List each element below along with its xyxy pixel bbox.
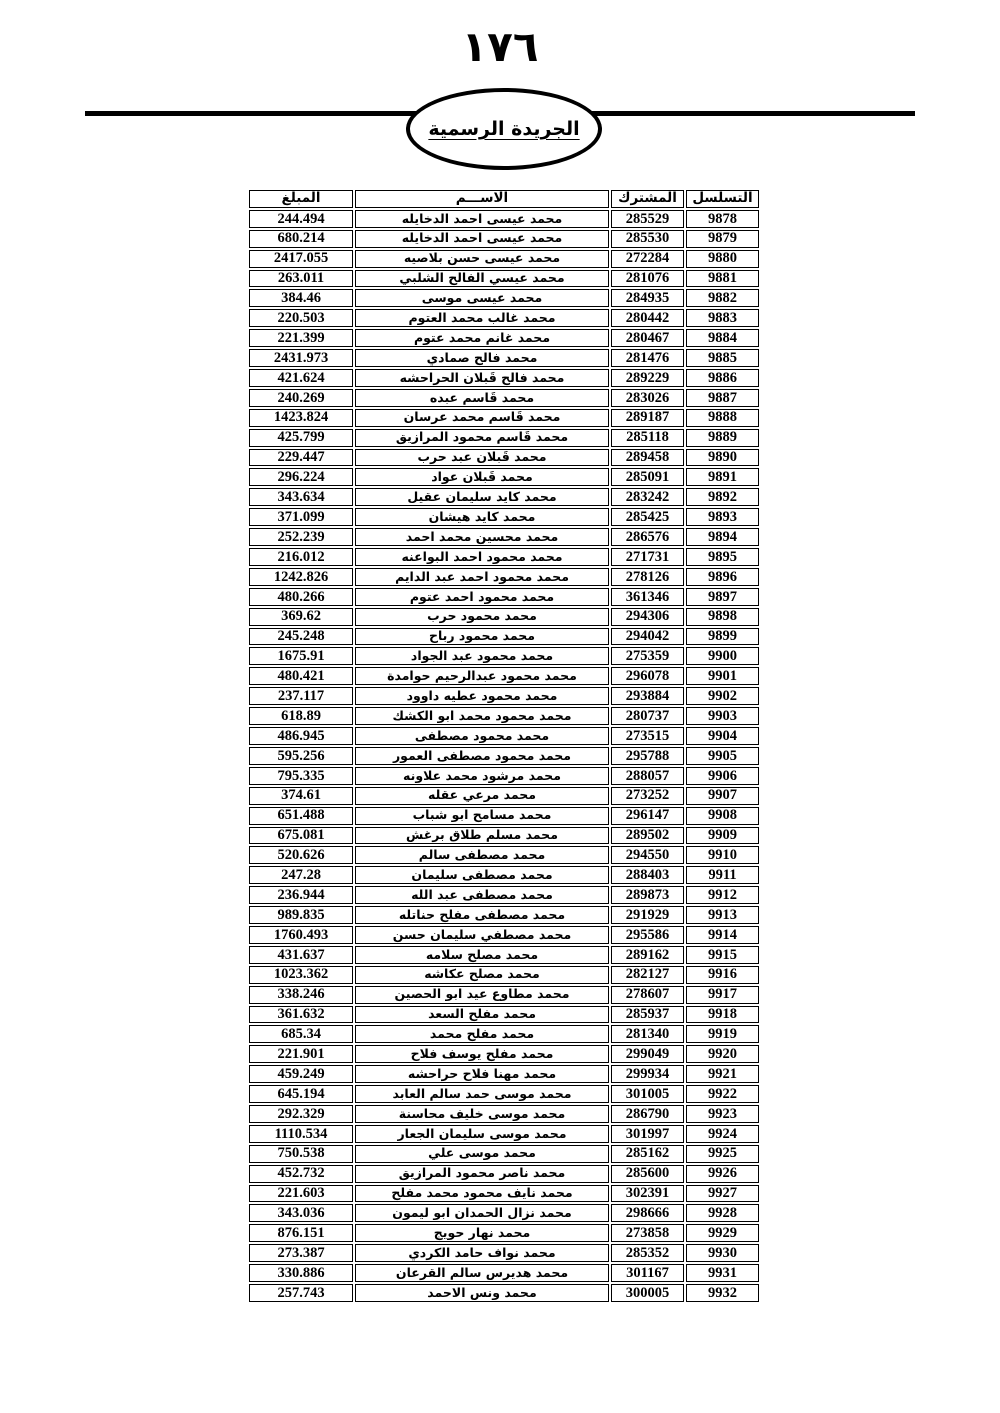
cell-serial: 9927: [686, 1185, 759, 1203]
cell-amount: 244.494: [249, 210, 353, 228]
cell-name: محمد غانم محمد عتوم: [355, 329, 609, 347]
cell-amount: 431.637: [249, 946, 353, 964]
cell-name: محمد قَاسم محمود المرازيق: [355, 429, 609, 447]
cell-name: محمد قَاسم عبده: [355, 389, 609, 407]
table-row: [249, 528, 759, 546]
cell-serial: 9921: [686, 1065, 759, 1083]
cell-amount: 338.246: [249, 986, 353, 1004]
cell-name: محمد محمود حرب: [355, 608, 609, 626]
cell-name: محمد فالح قَبلان الحراحشه: [355, 369, 609, 387]
cell-serial: 9902: [686, 687, 759, 705]
table-row: [249, 468, 759, 486]
cell-amount: 371.099: [249, 508, 353, 526]
table-row: [249, 787, 759, 805]
cell-amount: 252.239: [249, 528, 353, 546]
table-row: [249, 588, 759, 606]
cell-serial: 9919: [686, 1025, 759, 1043]
cell-amount: 221.603: [249, 1185, 353, 1203]
cell-name: محمد محمود مصطفى العمور: [355, 747, 609, 765]
cell-serial: 9889: [686, 429, 759, 447]
cell-subscriber: 296147: [611, 807, 684, 825]
cell-subscriber: 301167: [611, 1264, 684, 1282]
cell-subscriber: 285091: [611, 468, 684, 486]
cell-amount: 245.248: [249, 628, 353, 646]
cell-subscriber: 294550: [611, 846, 684, 864]
cell-amount: 989.835: [249, 906, 353, 924]
table-row: [249, 1045, 759, 1063]
cell-name: محمد محمود عبدالرحيم حوامدة: [355, 667, 609, 685]
cell-name: محمد فالح صمادي: [355, 349, 609, 367]
cell-name: محمد نواف حامد الكردي: [355, 1244, 609, 1262]
cell-serial: 9911: [686, 866, 759, 884]
cell-subscriber: 301005: [611, 1085, 684, 1103]
cell-amount: 240.269: [249, 389, 353, 407]
cell-subscriber: 289229: [611, 369, 684, 387]
cell-subscriber: 302391: [611, 1185, 684, 1203]
cell-amount: 425.799: [249, 429, 353, 447]
cell-subscriber: 285600: [611, 1165, 684, 1183]
cell-amount: 680.214: [249, 230, 353, 248]
cell-amount: 1423.824: [249, 409, 353, 427]
cell-subscriber: 283242: [611, 488, 684, 506]
cell-name: محمد مفلح يوسف فلاح: [355, 1045, 609, 1063]
cell-amount: 229.447: [249, 449, 353, 467]
table-row: [249, 1125, 759, 1143]
table-row: [249, 727, 759, 745]
column-header-amount: المبلغ: [249, 190, 353, 208]
cell-name: محمد محمود احمد البواعنه: [355, 548, 609, 566]
cell-serial: 9882: [686, 289, 759, 307]
cell-amount: 330.886: [249, 1264, 353, 1282]
cell-serial: 9912: [686, 886, 759, 904]
table-row: [249, 1025, 759, 1043]
cell-subscriber: 285530: [611, 230, 684, 248]
cell-amount: 452.732: [249, 1165, 353, 1183]
cell-name: محمد مصلح سلامه: [355, 946, 609, 964]
cell-name: محمد مرشود محمد علاونه: [355, 767, 609, 785]
cell-subscriber: 281076: [611, 270, 684, 288]
cell-amount: 236.944: [249, 886, 353, 904]
table-row: [249, 548, 759, 566]
cell-subscriber: 285937: [611, 1006, 684, 1024]
cell-serial: 9926: [686, 1165, 759, 1183]
table-row: [249, 946, 759, 964]
cell-amount: 273.387: [249, 1244, 353, 1262]
cell-name: محمد مصطفى سليمان: [355, 866, 609, 884]
cell-serial: 9913: [686, 906, 759, 924]
cell-name: محمد عيسى احمد الدخايله: [355, 210, 609, 228]
table-row: [249, 628, 759, 646]
cell-subscriber: 291929: [611, 906, 684, 924]
cell-name: محمد محمود رباح: [355, 628, 609, 646]
table-row: [249, 687, 759, 705]
cell-serial: 9893: [686, 508, 759, 526]
table-row: [249, 966, 759, 984]
cell-amount: 651.488: [249, 807, 353, 825]
cell-name: محمد نايف محمود محمد مفلح: [355, 1185, 609, 1203]
cell-name: محمد كايد سليمان عقيل: [355, 488, 609, 506]
cell-name: محمد محمود احمد عبد الدايم: [355, 568, 609, 586]
cell-serial: 9917: [686, 986, 759, 1004]
cell-name: محمد عيسى حسن بلاصيه: [355, 250, 609, 268]
table-row: [249, 568, 759, 586]
table-row: [249, 429, 759, 447]
table-row: [249, 1264, 759, 1282]
table-row: [249, 926, 759, 944]
cell-serial: 9929: [686, 1224, 759, 1242]
cell-name: محمد نهار حويج: [355, 1224, 609, 1242]
cell-subscriber: 288057: [611, 767, 684, 785]
gazette-banner: [406, 88, 602, 170]
table-row: [249, 1085, 759, 1103]
cell-subscriber: 278607: [611, 986, 684, 1004]
cell-serial: 9880: [686, 250, 759, 268]
cell-amount: 675.081: [249, 827, 353, 845]
cell-amount: 237.117: [249, 687, 353, 705]
cell-serial: 9918: [686, 1006, 759, 1024]
cell-subscriber: 301997: [611, 1125, 684, 1143]
table-row: [249, 329, 759, 347]
cell-amount: 2417.055: [249, 250, 353, 268]
cell-serial: 9890: [686, 449, 759, 467]
cell-subscriber: 295788: [611, 747, 684, 765]
cell-serial: 9896: [686, 568, 759, 586]
cell-amount: 1110.534: [249, 1125, 353, 1143]
cell-serial: 9909: [686, 827, 759, 845]
cell-subscriber: 299934: [611, 1065, 684, 1083]
cell-subscriber: 293884: [611, 687, 684, 705]
cell-name: محمد عيسى موسى: [355, 289, 609, 307]
cell-amount: 369.62: [249, 608, 353, 626]
cell-serial: 9920: [686, 1045, 759, 1063]
cell-amount: 216.012: [249, 548, 353, 566]
cell-subscriber: 273252: [611, 787, 684, 805]
cell-name: محمد مصطفى عبد الله: [355, 886, 609, 904]
column-header-name: الاســـم: [355, 190, 609, 208]
table-row: [249, 1006, 759, 1024]
cell-subscriber: 294306: [611, 608, 684, 626]
table-row: [249, 707, 759, 725]
table-row: [249, 1165, 759, 1183]
cell-serial: 9916: [686, 966, 759, 984]
cell-amount: 257.743: [249, 1284, 353, 1302]
cell-name: محمد مرعي عقله: [355, 787, 609, 805]
cell-amount: 220.503: [249, 309, 353, 327]
cell-amount: 750.538: [249, 1145, 353, 1163]
cell-subscriber: 286576: [611, 528, 684, 546]
table-row: [249, 667, 759, 685]
cell-amount: 247.28: [249, 866, 353, 884]
table-header-row: [249, 190, 759, 208]
cell-subscriber: 294042: [611, 628, 684, 646]
table-row: [249, 647, 759, 665]
cell-subscriber: 296078: [611, 667, 684, 685]
cell-name: محمد محمود محمد ابو الكشك: [355, 707, 609, 725]
table-row: [249, 986, 759, 1004]
cell-name: محمد مصطفي سليمان حسن: [355, 926, 609, 944]
cell-name: محمد ونس الاحمد: [355, 1284, 609, 1302]
cell-name: محمد قَبلان عواد: [355, 468, 609, 486]
cell-amount: 384.46: [249, 289, 353, 307]
cell-amount: 595.256: [249, 747, 353, 765]
cell-name: محمد محمود احمد عتوم: [355, 588, 609, 606]
table-row: [249, 827, 759, 845]
cell-serial: 9888: [686, 409, 759, 427]
table-row: [249, 250, 759, 268]
cell-serial: 9908: [686, 807, 759, 825]
table-row: [249, 906, 759, 924]
subscribers-table: [247, 188, 761, 1304]
cell-serial: 9881: [686, 270, 759, 288]
table-row: [249, 608, 759, 626]
cell-amount: 645.194: [249, 1085, 353, 1103]
cell-subscriber: 285118: [611, 429, 684, 447]
cell-amount: 480.266: [249, 588, 353, 606]
cell-amount: 480.421: [249, 667, 353, 685]
cell-subscriber: 283026: [611, 389, 684, 407]
cell-serial: 9915: [686, 946, 759, 964]
cell-subscriber: 285425: [611, 508, 684, 526]
table-body: [249, 210, 759, 1302]
cell-subscriber: 298666: [611, 1204, 684, 1222]
cell-serial: 9931: [686, 1264, 759, 1282]
cell-amount: 1760.493: [249, 926, 353, 944]
table-row: [249, 886, 759, 904]
cell-subscriber: 285162: [611, 1145, 684, 1163]
cell-subscriber: 289502: [611, 827, 684, 845]
cell-subscriber: 278126: [611, 568, 684, 586]
cell-subscriber: 280467: [611, 329, 684, 347]
cell-amount: 459.249: [249, 1065, 353, 1083]
cell-name: محمد ناصر محمود المرازيق: [355, 1165, 609, 1183]
table-row: [249, 807, 759, 825]
cell-subscriber: 273858: [611, 1224, 684, 1242]
cell-name: محمد قَاسم محمد عرسان: [355, 409, 609, 427]
cell-subscriber: 281476: [611, 349, 684, 367]
page-number: ١٧٦: [461, 22, 539, 71]
cell-serial: 9928: [686, 1204, 759, 1222]
cell-name: محمد غالب محمد العتوم: [355, 309, 609, 327]
table-row: [249, 289, 759, 307]
cell-subscriber: 299049: [611, 1045, 684, 1063]
cell-name: محمد محسين محمد احمد: [355, 528, 609, 546]
table-row: [249, 270, 759, 288]
cell-serial: 9886: [686, 369, 759, 387]
cell-name: محمد محمود عبد الجواد: [355, 647, 609, 665]
cell-serial: 9914: [686, 926, 759, 944]
cell-amount: 795.335: [249, 767, 353, 785]
cell-amount: 1242.826: [249, 568, 353, 586]
cell-name: محمد كايد هيشان: [355, 508, 609, 526]
table-row: [249, 846, 759, 864]
cell-subscriber: 285529: [611, 210, 684, 228]
table-row: [249, 1224, 759, 1242]
cell-subscriber: 295586: [611, 926, 684, 944]
cell-amount: 263.011: [249, 270, 353, 288]
cell-amount: 876.151: [249, 1224, 353, 1242]
table-row: [249, 449, 759, 467]
table-row: [249, 309, 759, 327]
table-row: [249, 1105, 759, 1123]
table-row: [249, 1204, 759, 1222]
cell-serial: 9884: [686, 329, 759, 347]
cell-amount: 1675.91: [249, 647, 353, 665]
cell-serial: 9923: [686, 1105, 759, 1123]
cell-amount: 343.036: [249, 1204, 353, 1222]
cell-serial: 9879: [686, 230, 759, 248]
cell-amount: 296.224: [249, 468, 353, 486]
cell-subscriber: 286790: [611, 1105, 684, 1123]
cell-serial: 9900: [686, 647, 759, 665]
table-row: [249, 508, 759, 526]
cell-serial: 9883: [686, 309, 759, 327]
table-row: [249, 389, 759, 407]
cell-name: محمد مصطفى سالم: [355, 846, 609, 864]
cell-name: محمد موسى علي: [355, 1145, 609, 1163]
table-row: [249, 1145, 759, 1163]
cell-amount: 221.399: [249, 329, 353, 347]
cell-name: محمد موسى خليف محاسنة: [355, 1105, 609, 1123]
cell-name: محمد مفلح محمد: [355, 1025, 609, 1043]
cell-name: محمد عيسى احمد الدخايله: [355, 230, 609, 248]
cell-serial: 9899: [686, 628, 759, 646]
cell-name: محمد مسلم طلاق برغش: [355, 827, 609, 845]
table-row: [249, 230, 759, 248]
cell-serial: 9892: [686, 488, 759, 506]
cell-name: محمد محمود مصطفى: [355, 727, 609, 745]
cell-serial: 9897: [686, 588, 759, 606]
cell-amount: 421.624: [249, 369, 353, 387]
cell-subscriber: 280737: [611, 707, 684, 725]
table-row: [249, 1244, 759, 1262]
cell-subscriber: 282127: [611, 966, 684, 984]
cell-amount: 292.329: [249, 1105, 353, 1123]
cell-name: محمد موسى سليمان الجعار: [355, 1125, 609, 1143]
table-row: [249, 767, 759, 785]
cell-subscriber: 271731: [611, 548, 684, 566]
cell-serial: 9930: [686, 1244, 759, 1262]
cell-amount: 361.632: [249, 1006, 353, 1024]
cell-subscriber: 285352: [611, 1244, 684, 1262]
cell-serial: 9891: [686, 468, 759, 486]
cell-subscriber: 300005: [611, 1284, 684, 1302]
cell-subscriber: 289162: [611, 946, 684, 964]
cell-amount: 2431.973: [249, 349, 353, 367]
cell-serial: 9904: [686, 727, 759, 745]
cell-serial: 9894: [686, 528, 759, 546]
cell-serial: 9925: [686, 1145, 759, 1163]
cell-amount: 520.626: [249, 846, 353, 864]
cell-subscriber: 273515: [611, 727, 684, 745]
column-header-subscriber: المشترك: [611, 190, 684, 208]
cell-name: محمد قَبلان عبد حرب: [355, 449, 609, 467]
cell-subscriber: 289187: [611, 409, 684, 427]
cell-subscriber: 284935: [611, 289, 684, 307]
table-row: [249, 1284, 759, 1302]
cell-subscriber: 280442: [611, 309, 684, 327]
cell-name: محمد مصطفى مفلح حناتله: [355, 906, 609, 924]
cell-name: محمد محمود عطيه داوود: [355, 687, 609, 705]
cell-amount: 221.901: [249, 1045, 353, 1063]
cell-serial: 9885: [686, 349, 759, 367]
cell-serial: 9910: [686, 846, 759, 864]
table-row: [249, 349, 759, 367]
cell-name: محمد مهنا فلاح حراحشه: [355, 1065, 609, 1083]
cell-subscriber: 272284: [611, 250, 684, 268]
cell-serial: 9906: [686, 767, 759, 785]
cell-serial: 9895: [686, 548, 759, 566]
table-row: [249, 409, 759, 427]
cell-subscriber: 275359: [611, 647, 684, 665]
cell-serial: 9905: [686, 747, 759, 765]
cell-amount: 685.34: [249, 1025, 353, 1043]
cell-serial: 9924: [686, 1125, 759, 1143]
cell-name: محمد نزال الحمدان ابو ليمون: [355, 1204, 609, 1222]
table-row: [249, 210, 759, 228]
cell-name: محمد عيسي الفالح الشلبي: [355, 270, 609, 288]
cell-name: محمد هديرس سالم القرعان: [355, 1264, 609, 1282]
cell-serial: 9901: [686, 667, 759, 685]
cell-serial: 9887: [686, 389, 759, 407]
cell-subscriber: 289873: [611, 886, 684, 904]
cell-serial: 9932: [686, 1284, 759, 1302]
table-row: [249, 1185, 759, 1203]
cell-subscriber: 289458: [611, 449, 684, 467]
cell-subscriber: 361346: [611, 588, 684, 606]
cell-serial: 9907: [686, 787, 759, 805]
cell-serial: 9922: [686, 1085, 759, 1103]
cell-amount: 1023.362: [249, 966, 353, 984]
cell-name: محمد مصلح عكاشه: [355, 966, 609, 984]
column-header-serial: التسلسل: [686, 190, 759, 208]
cell-subscriber: 281340: [611, 1025, 684, 1043]
cell-amount: 618.89: [249, 707, 353, 725]
cell-serial: 9898: [686, 608, 759, 626]
cell-serial: 9903: [686, 707, 759, 725]
cell-amount: 343.634: [249, 488, 353, 506]
cell-name: محمد مطاوع عيد ابو الحصين: [355, 986, 609, 1004]
table-row: [249, 747, 759, 765]
cell-name: محمد موسى حمد سالم العابد: [355, 1085, 609, 1103]
table-row: [249, 488, 759, 506]
gazette-banner-title: الجريدة الرسمية: [428, 118, 580, 140]
cell-name: محمد مسامح ابو شباب: [355, 807, 609, 825]
cell-amount: 486.945: [249, 727, 353, 745]
cell-amount: 374.61: [249, 787, 353, 805]
table-row: [249, 866, 759, 884]
table-row: [249, 369, 759, 387]
cell-serial: 9878: [686, 210, 759, 228]
cell-name: محمد مفلح السعد: [355, 1006, 609, 1024]
table-row: [249, 1065, 759, 1083]
cell-subscriber: 288403: [611, 866, 684, 884]
